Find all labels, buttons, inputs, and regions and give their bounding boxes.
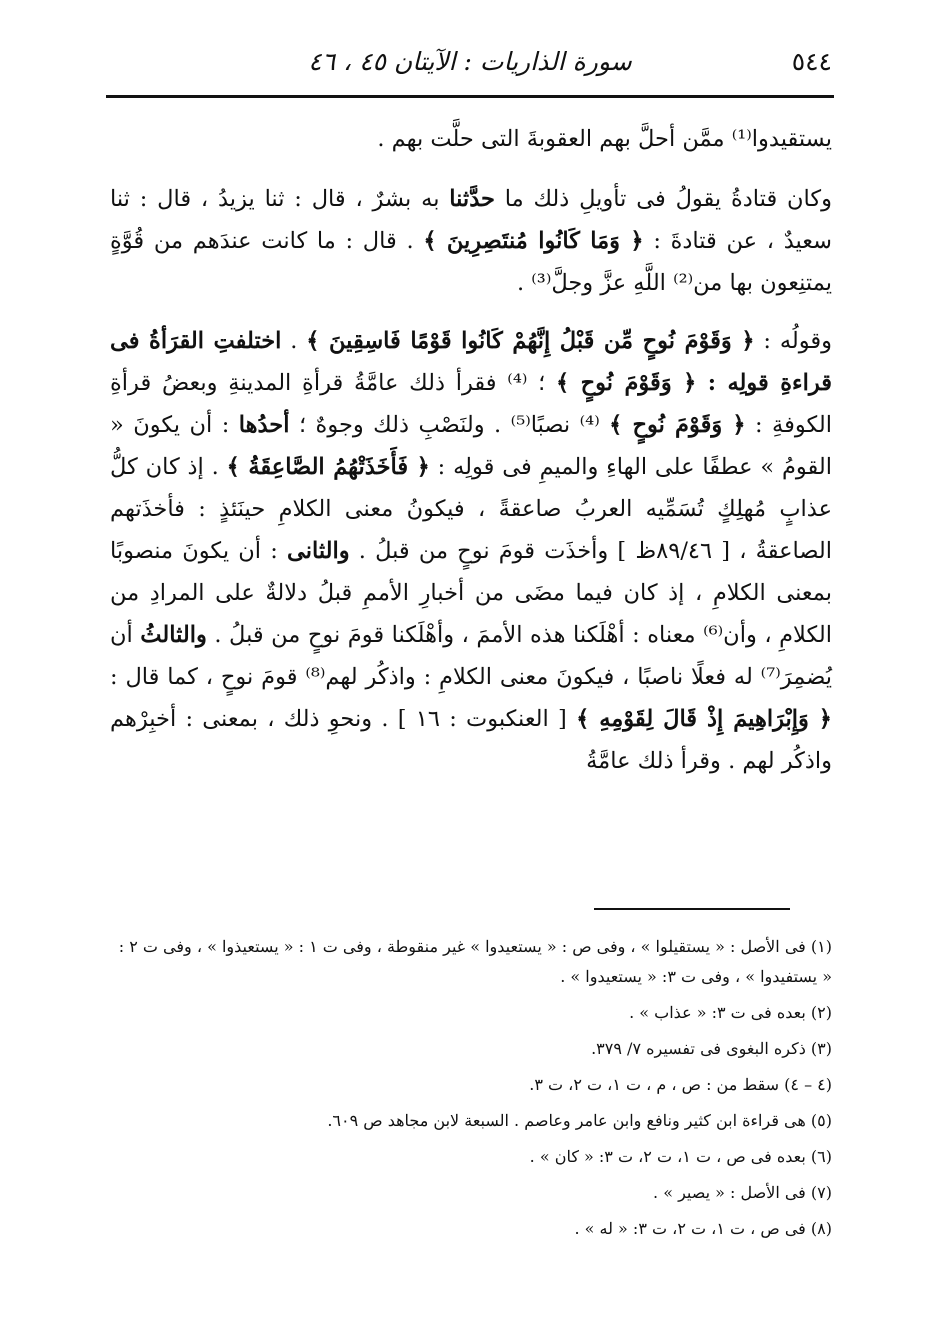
- text-run: .: [281, 328, 307, 354]
- isnad-keyword: حدَّثنا: [449, 186, 495, 212]
- main-text: [110, 118, 832, 798]
- footnote-2: (٢) بعده فى ت ٣: « عذاب » .: [629, 1003, 832, 1022]
- footnote-3: (٣) ذكره البغوى فى تفسيره ٧/ ٣٧٩.: [591, 1039, 832, 1058]
- footnote-7: (٧) فى الأصل : « يصير » .: [653, 1183, 832, 1202]
- quran-verse: ﴿ فَأَخَذَتْهُمُ الصَّاعِقَةُ ﴾: [226, 454, 430, 480]
- footnote-rule: [594, 908, 790, 910]
- quran-verse: ﴿ وَقَوْمَ نُوحٍ ﴾: [556, 370, 697, 396]
- chapter-title: سورة الذاريات : الآيتان ٤٥ ، ٤٦: [308, 46, 632, 76]
- bold-term: والثانى: [286, 538, 350, 564]
- text-run: . قال : ما كانت عندَهم من قُوَّةٍ يمتنِعون بها من⁽²⁾ اللَّهِ عزَّ وجلَّ⁽³⁾ .: [110, 228, 832, 296]
- text-run: وكان قتادةُ يقولُ فى تأويلِ ذلك ما: [494, 186, 832, 212]
- text-run: . إذ كان كلُّ عذابٍ مُهلِكٍ تُسَمِّيه العربُ صاعقةً ، فيكونُ معنى الكلامِ حينَئذٍ : فأخذَتهم الصاعقةُ ، [ ٨٩/٤٦ظ ] وأخذَت قومَ نوحٍ من قبلُ .: [110, 454, 832, 564]
- text-run: أن يُضمِرَ⁽⁷⁾ له فعلًا ناصبًا ، فيكونَ معنى الكلامِ : واذكُر لهم⁽⁸⁾ قومَ نوحٍ ، كما قال :: [110, 622, 832, 690]
- page-number: ٥٤٤: [791, 46, 832, 76]
- bold-term: أحدُها: [238, 412, 290, 438]
- text-run: وقولُه :: [754, 328, 832, 354]
- text-run: [ العنكبوت : ١٦ ] . ونحوِ ذلك ، بمعنى : أخبِرْهم واذكُر لهم . وقرأ ذلك عامَّةُ: [110, 706, 832, 774]
- footnote-6: (٦) بعده فى ص ، ت ١، ت ٢، ت ٣: « كان » .: [529, 1147, 832, 1166]
- footnote-4: (٤ – ٤) سقط من : ص ، م ، ت ١، ت ٢، ت ٣.: [529, 1075, 832, 1094]
- text-run: : أن يكونَ منصوبًا بمعنى الكلامِ ، إذ كان فيما مضَى من أخبارِ الأممِ قبلُ دلالةٌ على المرادِ من الكلامِ ، وأن⁽⁶⁾ معناه : أهْلَكنا هذه الأممَ ، وأهْلَكنا قومَ نوحٍ من قبلُ .: [110, 538, 832, 648]
- quran-verse: ﴿ وَقَوْمَ نُوحٍ ﴾: [609, 412, 746, 438]
- footnote-5: (٥) هى قراءة ابن كثير ونافع وابن عامر وعاصم . السبعة لابن مجاهد ص ٦٠٩.: [327, 1111, 832, 1130]
- header-rule: [106, 95, 834, 98]
- footnote-8: (٨) فى ص ، ت ١، ت ٢، ت ٣: « له » .: [574, 1219, 832, 1238]
- paragraph-1: يستقيدوا⁽¹⁾ ممَّن أحلَّ بهم العقوبةَ التى حلَّت بهم .: [377, 126, 832, 152]
- text-run: : أن يكونَ « القومُ » عطفًا على الهاءِ والميمِ فى قولِه :: [110, 412, 832, 480]
- footnote-1: (١) فى الأصل : « يستقيلوا » ، وفى ص : « يستعيدوا » غير منقوطة ، وفى ت ١ : « يستعيذوا » ، وفى ت ٢ : « يستفيدوا » ، وفى ت ٣: « يستعيدوا » .: [118, 937, 832, 986]
- paragraph-2: [110, 178, 832, 304]
- text-run: ؛ ⁽⁴⁾ فقرأ ذلك عامَّةُ قرأةِ المدينةِ وبعضُ قرأةِ الكوفةِ :: [110, 370, 832, 438]
- quran-verse: ﴿ وَإِبْرَاهِيمَ إِذْ قَالَ لِقَوْمِهِ ﴾: [576, 706, 832, 732]
- quran-verse: ﴿ وَقَوْمَ نُوحٍ مِّن قَبْلُ إِنَّهُمْ كَانُوا قَوْمًا فَاسِقِينَ ﴾: [306, 328, 755, 354]
- text-run: به بشرٌ ، قال : ثنا يزيدُ ، قال : ثنا سعيدٌ ، عن قتادةَ :: [110, 186, 833, 254]
- running-header: [108, 38, 832, 84]
- paragraph-3: [110, 320, 832, 782]
- footnotes: [110, 932, 832, 1250]
- bold-heading: اختلفتِ القرَأةُ فى قراءةِ قولِه :: [110, 328, 832, 396]
- quran-verse: ﴿ وَمَا كَانُوا مُنتَصِرِينَ ﴾: [423, 228, 644, 254]
- text-run: ⁽⁴⁾ نصبًا⁽⁵⁾ . ولنَصْبِ ذلك وجوهٌ ؛: [289, 412, 610, 438]
- bold-term: والثالثُ: [140, 622, 207, 648]
